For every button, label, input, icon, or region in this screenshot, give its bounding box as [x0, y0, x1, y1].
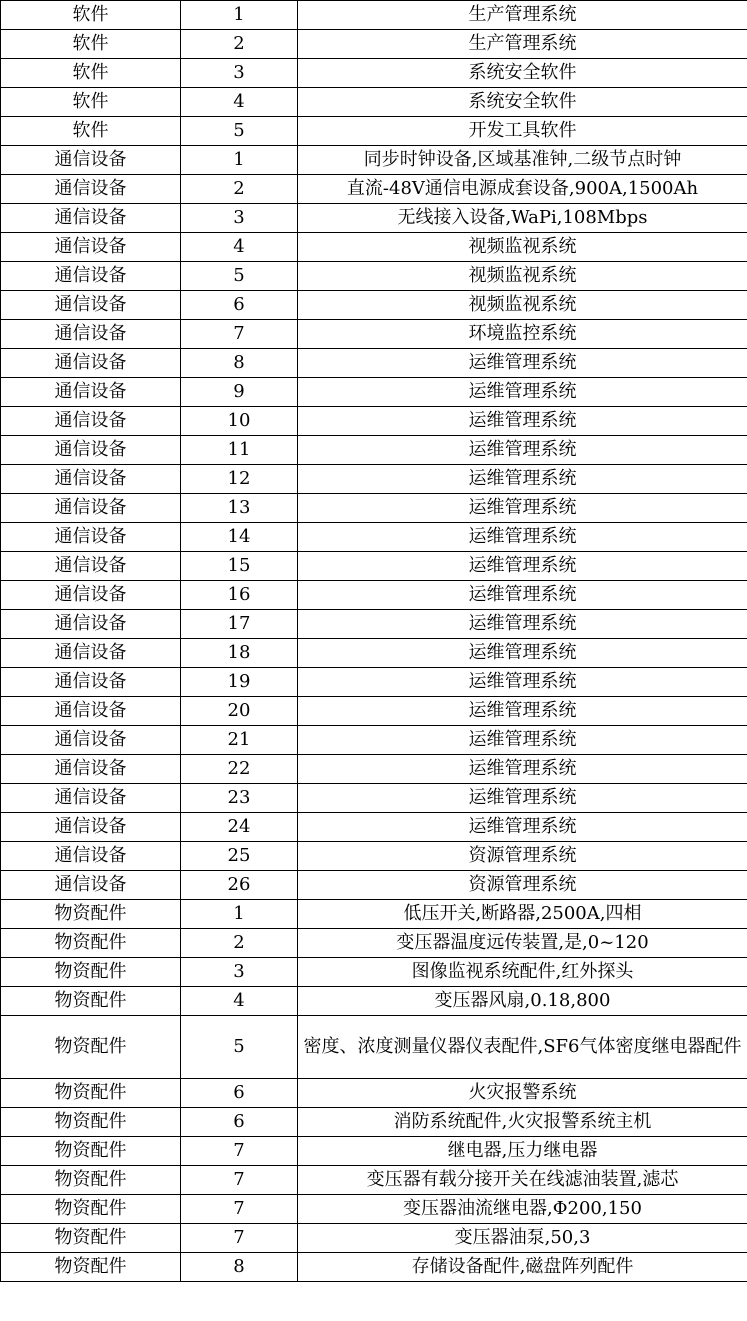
number-cell: 7	[181, 1195, 298, 1224]
table-row	[1, 1016, 747, 1079]
description-cell: 运维管理系统	[298, 755, 747, 784]
description-cell: 系统安全软件	[298, 59, 747, 88]
category-cell: 通信设备	[1, 726, 181, 755]
number-cell: 17	[181, 610, 298, 639]
description-cell: 开发工具软件	[298, 117, 747, 146]
category-cell: 软件	[1, 117, 181, 146]
number-cell: 10	[181, 407, 298, 436]
number-cell: 8	[181, 1253, 298, 1282]
category-cell: 软件	[1, 59, 181, 88]
description-cell: 变压器油流继电器,Φ200,150	[298, 1195, 747, 1224]
number-cell: 24	[181, 813, 298, 842]
description-cell: 视频监视系统	[298, 262, 747, 291]
table-row	[1, 465, 747, 494]
table-row	[1, 523, 747, 552]
category-cell: 物资配件	[1, 1079, 181, 1108]
category-cell: 通信设备	[1, 784, 181, 813]
category-cell: 通信设备	[1, 697, 181, 726]
description-cell: 运维管理系统	[298, 407, 747, 436]
table-row	[1, 552, 747, 581]
table-body	[1, 1, 747, 1282]
table-row	[1, 88, 747, 117]
category-cell: 软件	[1, 30, 181, 59]
number-cell: 2	[181, 929, 298, 958]
description-cell: 运维管理系统	[298, 378, 747, 407]
table-row	[1, 320, 747, 349]
table-row	[1, 987, 747, 1016]
category-cell: 通信设备	[1, 349, 181, 378]
category-cell: 通信设备	[1, 552, 181, 581]
description-cell: 图像监视系统配件,红外探头	[298, 958, 747, 987]
table-row	[1, 639, 747, 668]
category-cell: 物资配件	[1, 1137, 181, 1166]
table-row	[1, 697, 747, 726]
category-cell: 物资配件	[1, 1108, 181, 1137]
description-cell: 消防系统配件,火灾报警系统主机	[298, 1108, 747, 1137]
table-row	[1, 59, 747, 88]
category-cell: 通信设备	[1, 291, 181, 320]
category-cell: 通信设备	[1, 523, 181, 552]
table-row	[1, 233, 747, 262]
table-row	[1, 204, 747, 233]
description-cell: 运维管理系统	[298, 668, 747, 697]
table-row	[1, 755, 747, 784]
number-cell: 23	[181, 784, 298, 813]
table-row	[1, 378, 747, 407]
description-cell: 运维管理系统	[298, 610, 747, 639]
table-row	[1, 784, 747, 813]
description-cell: 无线接入设备,WaPi,108Mbps	[298, 204, 747, 233]
number-cell: 20	[181, 697, 298, 726]
category-cell: 通信设备	[1, 755, 181, 784]
category-cell: 物资配件	[1, 958, 181, 987]
description-cell: 运维管理系统	[298, 523, 747, 552]
table-row	[1, 407, 747, 436]
description-cell: 运维管理系统	[298, 784, 747, 813]
number-cell: 26	[181, 871, 298, 900]
number-cell: 15	[181, 552, 298, 581]
description-cell: 变压器风扇,0.18,800	[298, 987, 747, 1016]
description-cell: 运维管理系统	[298, 581, 747, 610]
table-row	[1, 1, 747, 30]
description-cell: 运维管理系统	[298, 349, 747, 378]
description-cell: 运维管理系统	[298, 726, 747, 755]
category-cell: 通信设备	[1, 639, 181, 668]
description-cell: 同步时钟设备,区域基准钟,二级节点时钟	[298, 146, 747, 175]
number-cell: 3	[181, 204, 298, 233]
table-row	[1, 610, 747, 639]
description-cell: 环境监控系统	[298, 320, 747, 349]
number-cell: 6	[181, 291, 298, 320]
category-cell: 物资配件	[1, 929, 181, 958]
category-cell: 物资配件	[1, 987, 181, 1016]
table-row	[1, 1195, 747, 1224]
number-cell: 5	[181, 262, 298, 291]
description-cell: 变压器有载分接开关在线滤油装置,滤芯	[298, 1166, 747, 1195]
number-cell: 1	[181, 1, 298, 30]
category-cell: 通信设备	[1, 233, 181, 262]
description-cell: 资源管理系统	[298, 871, 747, 900]
number-cell: 8	[181, 349, 298, 378]
category-cell: 通信设备	[1, 813, 181, 842]
category-cell: 通信设备	[1, 436, 181, 465]
table-row	[1, 1253, 747, 1282]
category-cell: 物资配件	[1, 900, 181, 929]
number-cell: 7	[181, 1224, 298, 1253]
number-cell: 25	[181, 842, 298, 871]
number-cell: 6	[181, 1079, 298, 1108]
category-cell: 通信设备	[1, 146, 181, 175]
table-row	[1, 30, 747, 59]
number-cell: 22	[181, 755, 298, 784]
number-cell: 1	[181, 900, 298, 929]
table-row	[1, 842, 747, 871]
category-cell: 通信设备	[1, 175, 181, 204]
category-cell: 物资配件	[1, 1224, 181, 1253]
category-cell: 软件	[1, 1, 181, 30]
category-cell: 通信设备	[1, 465, 181, 494]
table-row	[1, 900, 747, 929]
table-row	[1, 871, 747, 900]
table-row	[1, 726, 747, 755]
description-cell: 运维管理系统	[298, 813, 747, 842]
number-cell: 16	[181, 581, 298, 610]
table-row	[1, 1079, 747, 1108]
table-row	[1, 958, 747, 987]
category-cell: 通信设备	[1, 320, 181, 349]
table-row	[1, 436, 747, 465]
description-cell: 变压器温度远传装置,是,0~120	[298, 929, 747, 958]
number-cell: 4	[181, 233, 298, 262]
description-cell: 生产管理系统	[298, 30, 747, 59]
description-cell: 运维管理系统	[298, 494, 747, 523]
number-cell: 2	[181, 175, 298, 204]
number-cell: 3	[181, 59, 298, 88]
description-cell: 直流-48V通信电源成套设备,900A,1500Ah	[298, 175, 747, 204]
description-cell: 变压器油泵,50,3	[298, 1224, 747, 1253]
number-cell: 7	[181, 1166, 298, 1195]
table-row	[1, 1108, 747, 1137]
number-cell: 5	[181, 1016, 298, 1079]
table-row	[1, 581, 747, 610]
description-cell: 运维管理系统	[298, 697, 747, 726]
number-cell: 13	[181, 494, 298, 523]
table-row	[1, 929, 747, 958]
category-cell: 通信设备	[1, 494, 181, 523]
number-cell: 7	[181, 1137, 298, 1166]
description-cell: 存储设备配件,磁盘阵列配件	[298, 1253, 747, 1282]
description-cell: 生产管理系统	[298, 1, 747, 30]
table-row	[1, 117, 747, 146]
description-cell: 运维管理系统	[298, 639, 747, 668]
description-cell: 资源管理系统	[298, 842, 747, 871]
category-cell: 物资配件	[1, 1166, 181, 1195]
table-row	[1, 1137, 747, 1166]
description-cell: 运维管理系统	[298, 465, 747, 494]
table-row	[1, 349, 747, 378]
category-cell: 软件	[1, 88, 181, 117]
table-row	[1, 1224, 747, 1253]
description-cell: 继电器,压力继电器	[298, 1137, 747, 1166]
table-row	[1, 813, 747, 842]
category-cell: 通信设备	[1, 581, 181, 610]
category-cell: 物资配件	[1, 1253, 181, 1282]
description-cell: 低压开关,断路器,2500A,四相	[298, 900, 747, 929]
description-cell: 运维管理系统	[298, 552, 747, 581]
number-cell: 12	[181, 465, 298, 494]
number-cell: 18	[181, 639, 298, 668]
number-cell: 14	[181, 523, 298, 552]
description-cell: 系统安全软件	[298, 88, 747, 117]
table-row	[1, 175, 747, 204]
table-row	[1, 291, 747, 320]
number-cell: 21	[181, 726, 298, 755]
number-cell: 7	[181, 320, 298, 349]
category-cell: 通信设备	[1, 378, 181, 407]
category-cell: 通信设备	[1, 610, 181, 639]
description-cell: 火灾报警系统	[298, 1079, 747, 1108]
number-cell: 9	[181, 378, 298, 407]
category-cell: 通信设备	[1, 407, 181, 436]
category-cell: 物资配件	[1, 1195, 181, 1224]
number-cell: 5	[181, 117, 298, 146]
number-cell: 1	[181, 146, 298, 175]
number-cell: 19	[181, 668, 298, 697]
category-cell: 通信设备	[1, 204, 181, 233]
number-cell: 2	[181, 30, 298, 59]
table-row	[1, 668, 747, 697]
table-row	[1, 262, 747, 291]
number-cell: 3	[181, 958, 298, 987]
number-cell: 4	[181, 987, 298, 1016]
category-cell: 通信设备	[1, 262, 181, 291]
category-cell: 通信设备	[1, 668, 181, 697]
description-cell: 运维管理系统	[298, 436, 747, 465]
category-cell: 通信设备	[1, 871, 181, 900]
number-cell: 6	[181, 1108, 298, 1137]
description-cell: 视频监视系统	[298, 233, 747, 262]
description-cell: 密度、浓度测量仪器仪表配件,SF6气体密度继电器配件	[298, 1016, 747, 1079]
number-cell: 4	[181, 88, 298, 117]
category-cell: 通信设备	[1, 842, 181, 871]
category-cell: 物资配件	[1, 1016, 181, 1079]
number-cell: 11	[181, 436, 298, 465]
table-row	[1, 146, 747, 175]
table-row	[1, 1166, 747, 1195]
description-cell: 视频监视系统	[298, 291, 747, 320]
table-row	[1, 494, 747, 523]
